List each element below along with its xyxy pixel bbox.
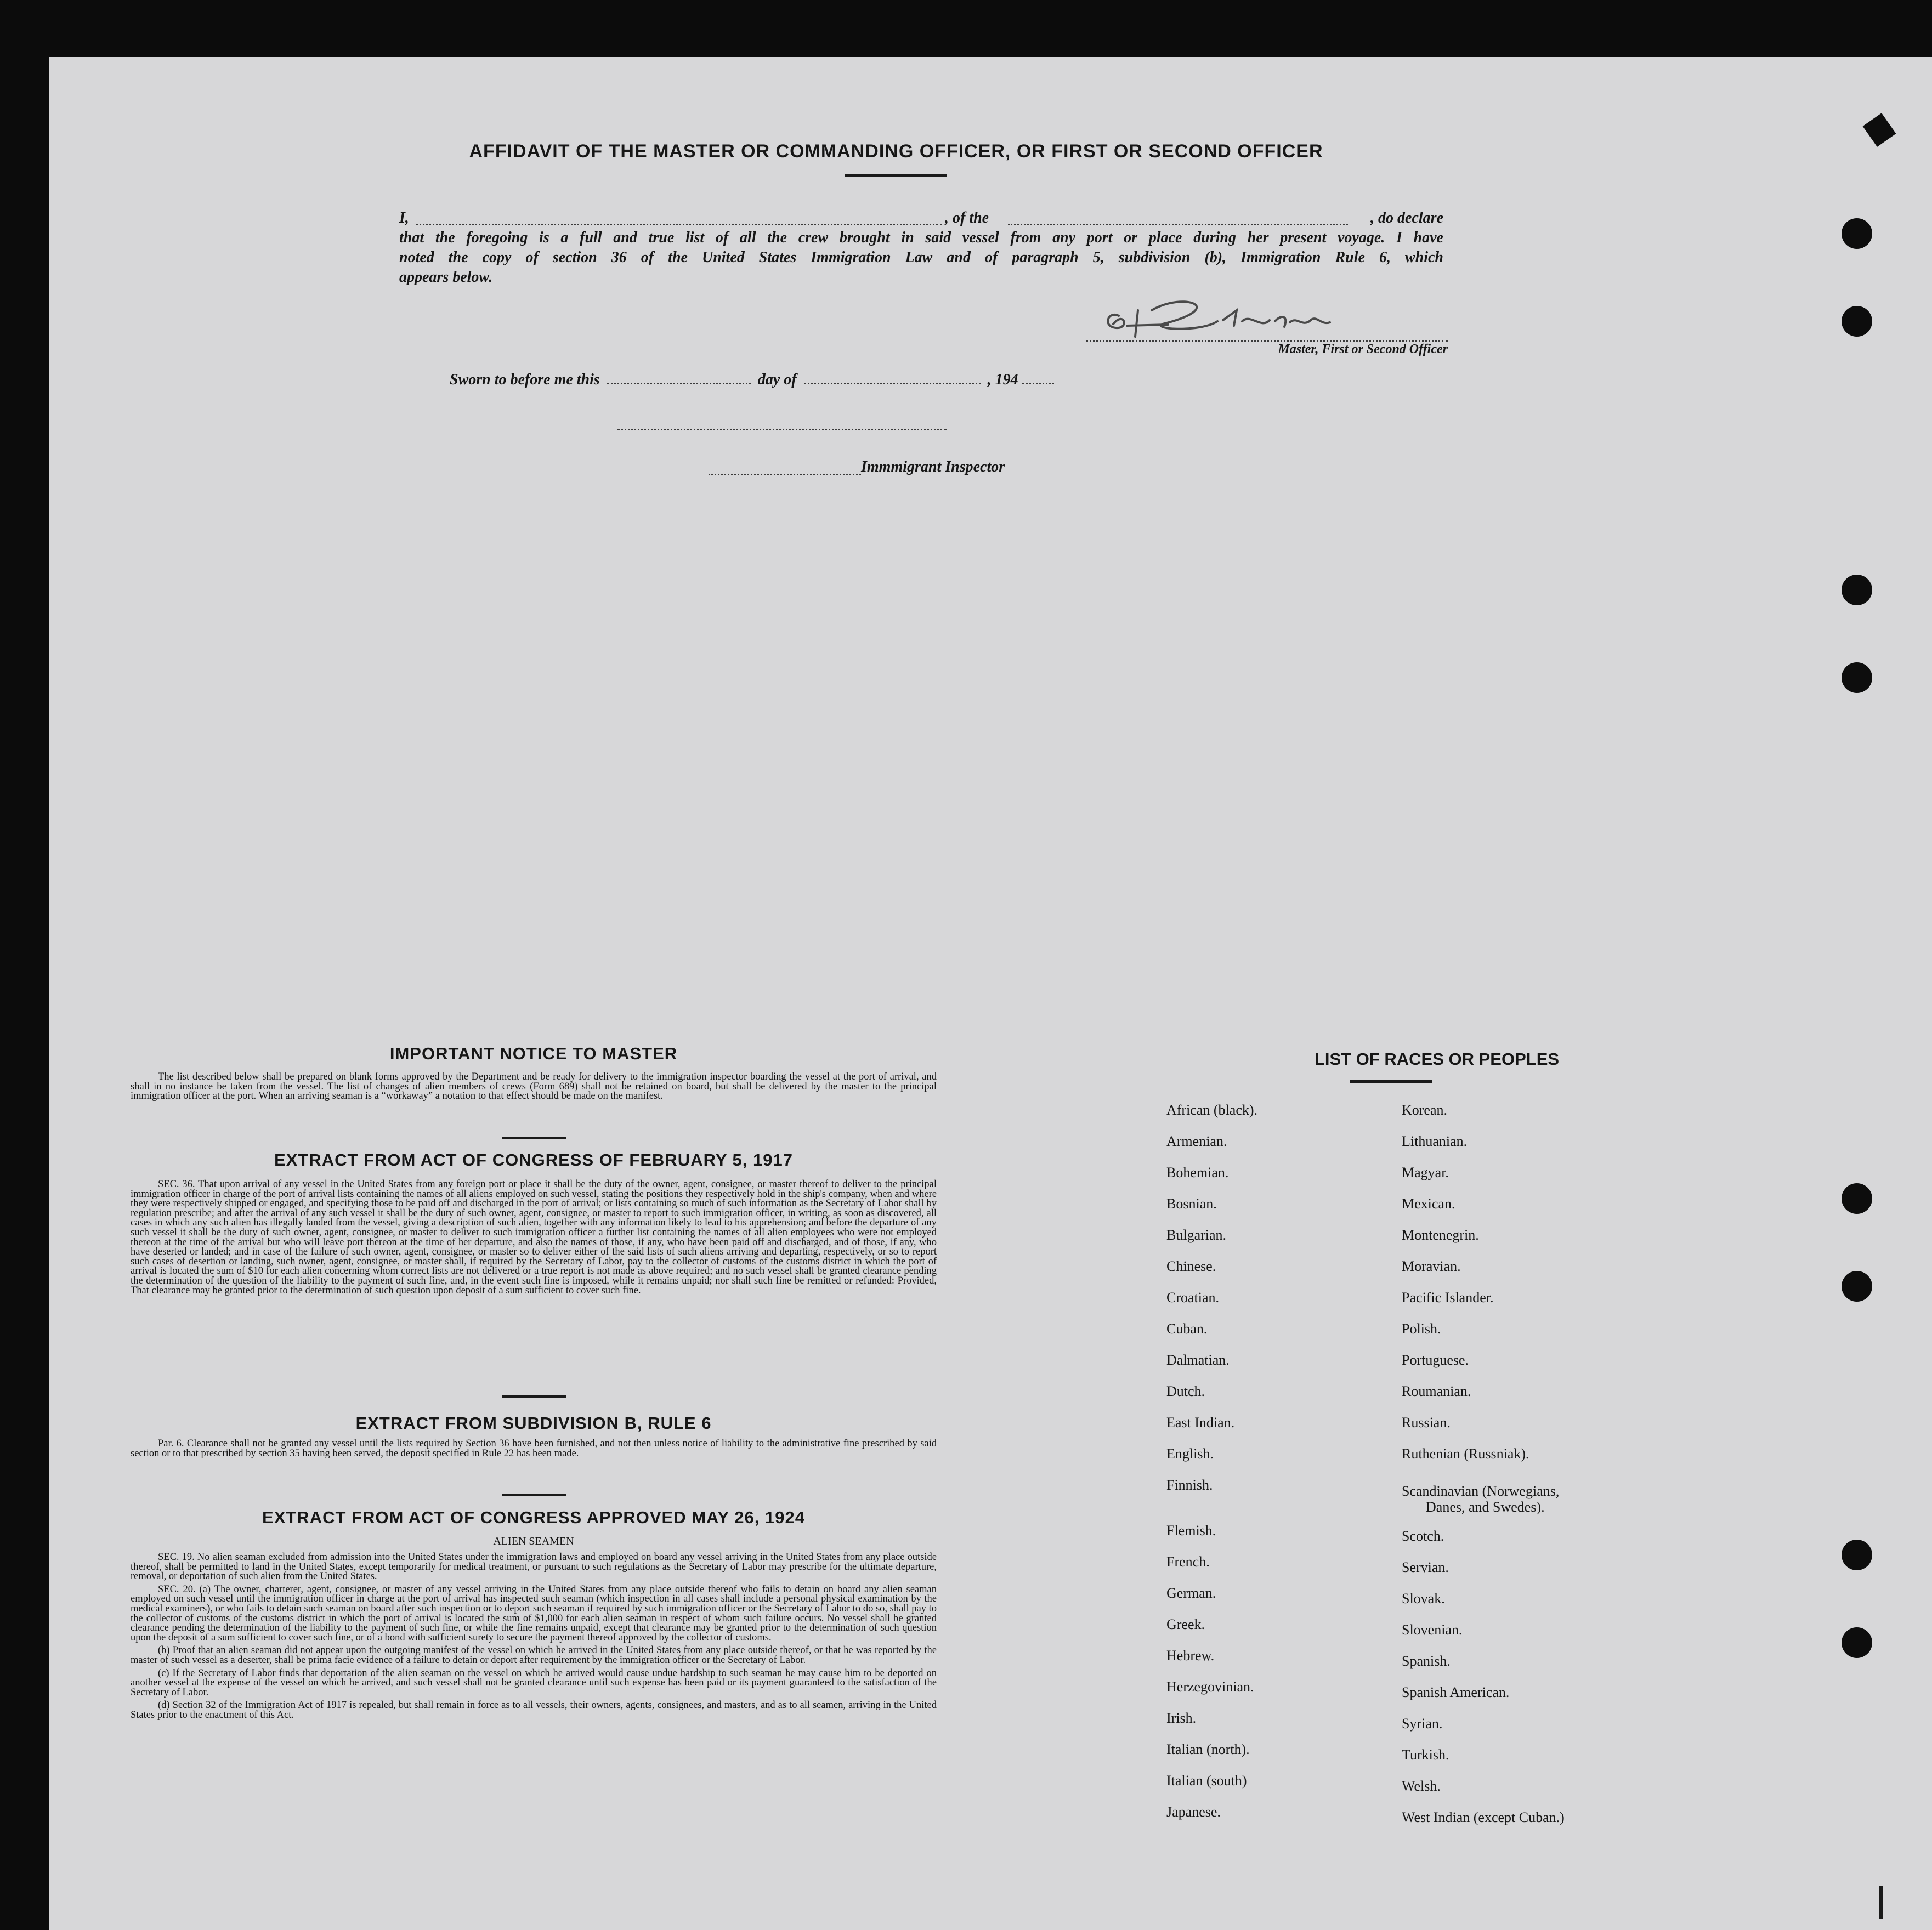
race-item: Cuban. <box>1166 1321 1208 1337</box>
binder-hole-icon <box>1842 306 1872 337</box>
race-item: Russian. <box>1402 1415 1451 1431</box>
notice-text: The list described below shall be prepared on blank forms approved by the Department and be ready for delivery to the immigration inspector boarding the vessel at the port of arrival, and shall in no instance be taken from the vessel. The list of changes of alien members of crews (Form 689) shall not be retained on board, but shall be delivered by the master to the principal immigration officer at the port. When an arriving seaman is a “workaway” a notation to that effect should be made on the manifest. <box>131 1071 937 1102</box>
inspector-caption: Immmigrant Inspector <box>861 458 1005 475</box>
extract-rule6-rule <box>502 1494 566 1496</box>
section-36-text: SEC. 36. That upon arrival of any vessel in the United States from any foreign port or place it shall be the duty of the owner, agent, consignee, or master thereof to deliver to the principal immigration officer in charge of the port of arrival lists containing the names of all aliens employed on such vessel, stating the positions they respectively hold in the ship's company, when and where they were respectively shipped or engaged, and specifying those to be paid off and discharged in the port of arrival; or lists containing so much of such information as the Secretary of Labor shall by regulation prescribe; and after the arrival of any such vessel it shall be the duty of such owner, agent, consignee, or master to report to such immigration officer, in writing, as soon as discovered, all cases in which any such alien has illegally landed from the vessel, giving a description of such alien, together with any information likely to lead to his apprehension; and before the departure of any such vessel it shall be the duty of such owner, agent, consignee, or master to deliver to such immigration officer a further list containing the names of all alien employees who were not employed thereon at the time of the arrival but who will leave port thereon at the time of her departure, and also the names of those, if any, who have been paid off and discharged, and of those, if any, who have deserted or landed; and in case of the failure of such owner, agent, consignee, or master so to deliver either of the said lists of such aliens arriving and departing, respectively, or so to report such cases of desertion or landing, such owner, agent, consignee, or master shall, if required by the Secretary of Labor, pay to the collector of customs of the customs district in which the port of arrival is located the sum of $10 for each alien concerning whom correct lists are not delivered or a true report is not made as above required; and no such vessel shall be granted clearance pending the determination of the question of the liability to the payment of such fine, and, in the event such fine is imposed, while it remains unpaid; nor shall such fine be remitted or refunded: Provided, That clearance may be granted prior to the determination of such question upon deposit of a sum sufficient to cover such fine. <box>131 1179 937 1296</box>
race-item: Bohemian. <box>1166 1165 1229 1180</box>
race-item: Scandinavian (Norwegians, <box>1402 1483 1560 1499</box>
race-item: African (black). <box>1166 1102 1258 1118</box>
extract-1924-section <box>131 1553 937 1721</box>
race-item: English. <box>1166 1446 1214 1462</box>
race-item: Portuguese. <box>1402 1352 1469 1368</box>
binder-hole-icon <box>1842 662 1872 693</box>
sec-20d-text: (d) Section 32 of the Immigration Act of 1917 is repealed, but shall remain in force as to all vessels, their owners, agents, consignees, and masters, and as to all seamen, arriving in the United States prior to the enactment of this Act. <box>131 1700 937 1721</box>
affidavit-i: I, <box>399 209 409 226</box>
race-item: Mexican. <box>1402 1196 1455 1212</box>
extract-1917-rule <box>502 1395 566 1398</box>
month-blank <box>804 383 981 384</box>
affidavit-body <box>399 208 1443 287</box>
races-rule <box>1350 1080 1432 1083</box>
race-item: Magyar. <box>1402 1165 1449 1180</box>
master-signature <box>1086 294 1393 343</box>
race-item: Japanese. <box>1166 1804 1221 1820</box>
sec-20c-text: (c) If the Secretary of Labor finds that deportation of the alien seaman on the vessel on which he arrived would cause undue hardship to such seaman he may cause him to be deported on another vessel at the expense of the vessel on which he arrived, and such vessel shall not be granted clearance until such expense has been paid or its payment guaranteed to the satisfaction of the Secretary of Labor. <box>131 1667 937 1698</box>
race-item: French. <box>1166 1554 1210 1570</box>
sec-20b-text: (b) Proof that an alien seaman did not appear upon the outgoing manifest of the vessel on which he arrived in the United States from any place outside thereof, or that he was reported by the master of such vessel as a deserter, shall be prima facie evidence of a failure to detain or deport after requirement by the immigration officer or the Secretary of Labor. <box>131 1645 937 1666</box>
race-item: Irish. <box>1166 1710 1197 1726</box>
year-blank <box>1022 383 1054 384</box>
edge-mark <box>1879 1886 1883 1919</box>
races-title: LIST OF RACES OR PEOPLES <box>1314 1049 1560 1069</box>
race-item: East Indian. <box>1166 1415 1235 1431</box>
signature-line <box>1086 340 1448 342</box>
year-text: , 194 <box>987 371 1018 388</box>
notice-rule <box>502 1137 566 1139</box>
race-item: Moravian. <box>1402 1258 1461 1274</box>
race-item: Bulgarian. <box>1166 1227 1227 1243</box>
binder-hole-icon <box>1842 1627 1872 1658</box>
race-item: Pacific Islander. <box>1402 1290 1494 1305</box>
signature-caption: Master, First or Second Officer <box>1278 342 1448 356</box>
race-item: Syrian. <box>1402 1716 1443 1732</box>
sworn-text: Sworn to before me this <box>450 371 600 388</box>
notice-section <box>131 1072 937 1102</box>
extract-rule6-title: EXTRACT FROM SUBDIVISION B, RULE 6 <box>355 1414 712 1433</box>
sec-19-text: SEC. 19. No alien seaman excluded from admission into the United States under the immigration laws and employed on board any vessel arriving in the United States from any place outside thereof, shall be permitted to land in the United States, except temporarily for medical treatment, or pursuant to such regulations as the Secretary of Labor may prescribe for the ultimate departure, removal, or deportation of such alien from the United States. <box>131 1552 937 1582</box>
race-item: Welsh. <box>1402 1778 1441 1794</box>
binder-hole-icon <box>1842 575 1872 605</box>
name-blank <box>416 224 942 225</box>
alien-seamen-subtitle: ALIEN SEAMEN <box>493 1535 574 1547</box>
day-of-text: day of <box>757 371 797 388</box>
race-item: Korean. <box>1402 1102 1448 1118</box>
race-item: Italian (north). <box>1166 1741 1250 1757</box>
inspector-dots <box>709 474 861 475</box>
title-rule <box>845 174 947 177</box>
binder-hole-icon <box>1842 1271 1872 1302</box>
sworn-line <box>450 371 1054 389</box>
race-item: Finnish. <box>1166 1477 1213 1493</box>
race-item: Greek. <box>1166 1616 1205 1632</box>
extract-1917-title: EXTRACT FROM ACT OF CONGRESS OF FEBRUARY 5, 1917 <box>274 1150 793 1170</box>
affidavit-title: AFFIDAVIT OF THE MASTER OR COMMANDING OFFICER, OR FIRST OR SECOND OFFICER <box>469 141 1323 162</box>
rule6-text: Par. 6. Clearance shall not be granted any vessel until the lists required by Section 36 have been furnished, and not then unless notice of liability to the administrative fine prescribed by said section or to that prescribed by section 35 having been served, the deposit specified in Rule 22 has been made. <box>131 1438 937 1459</box>
race-item: Spanish American. <box>1402 1684 1510 1700</box>
sec-20a-text: SEC. 20. (a) The owner, charterer, agent, consignee, or master of any vessel arriving in the United States from any place outside thereof who fails to detain on board any alien seaman employed on such vessel until the immigration officer in charge at the port of arrival has inspected such seaman (which inspection in all cases shall include a personal physical examination by the medical examiners), or who fails to detain such seaman on board after such inspection or to deport such seaman if required by such immigration officer or the Secretary of Labor to do so, shall pay to the collector of customs of the customs district in which the port of arrival is located the sum of $1,000 for each alien seaman in respect of whom such failure occurs. No vessel shall be granted clearance pending the determination of the liability to the payment of such fine, or while the fine remains unpaid, except that clearance may be granted prior to the determination of such question upon the deposit of a sum sufficient to cover such fine, or of a bond with sufficient surety to secure the payment thereof approved by the collector of customs. <box>131 1583 937 1643</box>
binder-hole-icon <box>1842 218 1872 249</box>
race-item: Danes, and Swedes). <box>1426 1499 1545 1515</box>
race-item: Slovak. <box>1402 1591 1445 1607</box>
race-item: West Indian (except Cuban.) <box>1402 1809 1565 1825</box>
race-item: Spanish. <box>1402 1653 1451 1669</box>
inspector-signature-line <box>617 429 947 430</box>
extract-rule6-section <box>131 1439 937 1458</box>
race-item: German. <box>1166 1585 1216 1601</box>
document-page <box>49 57 1932 1930</box>
race-item: Ruthenian (Russniak). <box>1402 1446 1529 1462</box>
race-item: Croatian. <box>1166 1290 1220 1305</box>
vessel-blank <box>1008 224 1348 225</box>
race-item: Italian (south) <box>1166 1773 1247 1789</box>
race-item: Bosnian. <box>1166 1196 1217 1212</box>
affidavit-of-the: , of the <box>945 209 989 226</box>
affidavit-line-1 <box>399 208 1443 228</box>
race-item: Flemish. <box>1166 1523 1216 1539</box>
extract-1917-section <box>131 1180 937 1296</box>
affidavit-line-4: appears below. <box>399 269 493 286</box>
race-item: Lithuanian. <box>1402 1133 1468 1149</box>
race-item: Servian. <box>1402 1559 1449 1575</box>
race-item: Roumanian. <box>1402 1383 1471 1399</box>
race-item: Turkish. <box>1402 1747 1449 1763</box>
binder-hole-icon <box>1842 1540 1872 1570</box>
day-blank <box>607 383 751 384</box>
extract-1924-title: EXTRACT FROM ACT OF CONGRESS APPROVED MAY 26, 1924 <box>262 1508 805 1527</box>
race-item: Polish. <box>1402 1321 1441 1337</box>
race-item: Hebrew. <box>1166 1648 1215 1664</box>
torn-corner-mark <box>1863 113 1896 147</box>
affidavit-declare: , do declare <box>1370 209 1443 226</box>
race-item: Slovenian. <box>1402 1622 1463 1638</box>
race-item: Scotch. <box>1402 1528 1444 1544</box>
race-item: Dalmatian. <box>1166 1352 1230 1368</box>
race-item: Chinese. <box>1166 1258 1216 1274</box>
affidavit-line-3: noted the copy of section 36 of the United States Immigration Law and of paragraph 5, subdivision (b), Immigration Rule 6, which <box>399 249 1443 266</box>
race-item: Montenegrin. <box>1402 1227 1479 1243</box>
binder-hole-icon <box>1842 1183 1872 1214</box>
affidavit-line-2: that the foregoing is a full and true list of all the crew brought in said vessel from any port or place during her present voyage. I have <box>399 229 1443 246</box>
race-item: Armenian. <box>1166 1133 1227 1149</box>
race-item: Dutch. <box>1166 1383 1205 1399</box>
race-item: Herzegovinian. <box>1166 1679 1254 1695</box>
notice-title: IMPORTANT NOTICE TO MASTER <box>389 1044 678 1063</box>
